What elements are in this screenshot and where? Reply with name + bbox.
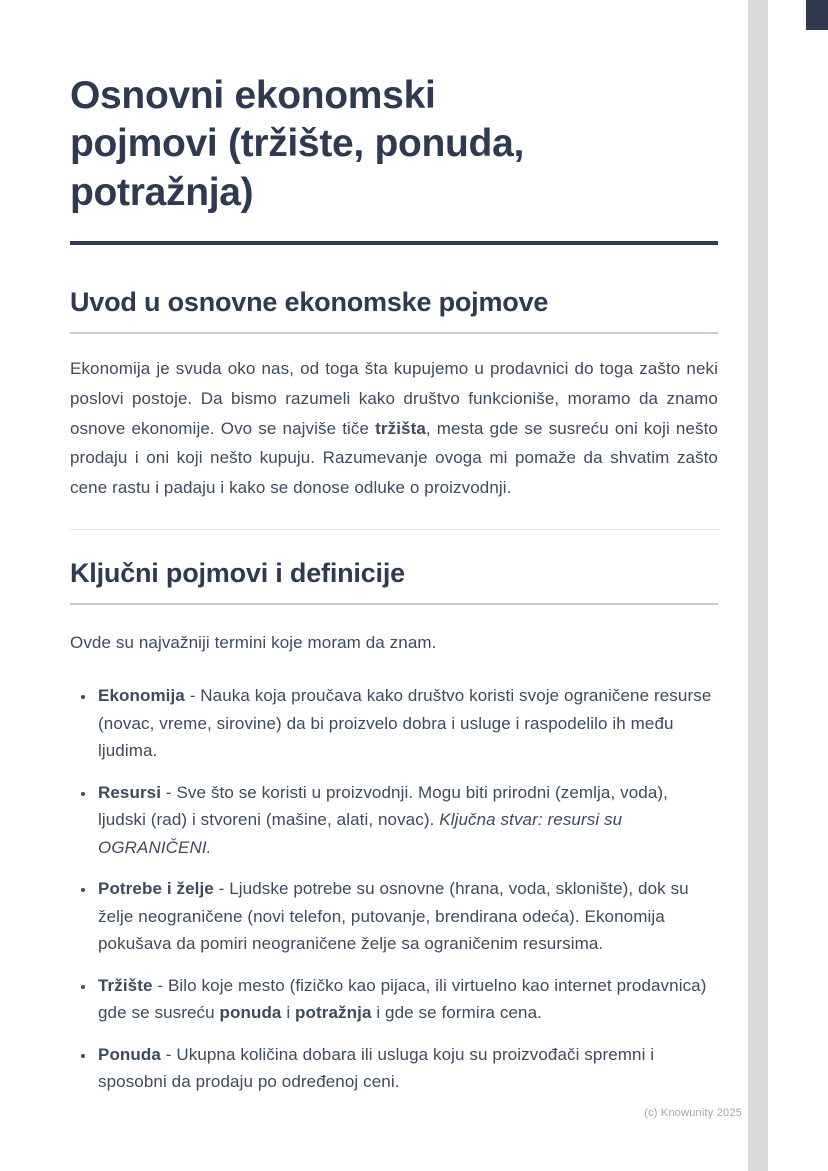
page-title [70,72,718,217]
corner-accent [806,0,828,30]
term-item-ekonomija: • Ekonomija - Nauka koja proučava kako društvo koristi svoje ograničene resurse (novac, vreme, sirovine) da bi proizvelo dobra i usluge i raspodelilo ih među ljudima. [96,682,718,765]
term-item-ponuda: • Ponuda - Ukupna količina dobara ili usluga koju su proizvođači spremni i sposobni da prodaju po određenoj ceni. [96,1041,718,1096]
section-terms [70,558,718,1096]
page-title-line-2: pojmovi (tržište, ponuda, [70,122,525,166]
term-item-potrebe-i-zelje: • Potrebe i želje - Ljudske potrebe su osnovne (hrana, voda, sklonište), dok su želje neograničene (novi telefon, putovanje, brendirana odeća). Ekonomija pokušava da pomiri neograničene želje sa ograničenim resursima. [96,875,718,958]
page-title-line-3: potražnja) [70,170,254,214]
terms-list [70,682,718,1096]
term-item-resursi: • Resursi - Sve što se koristi u proizvodnji. Mogu biti prirodni (zemlja, voda), ljudski (rad) i stvoreni (mašine, alati, novac). Ključna stvar: resursi su OGRANIČENI. [96,779,718,862]
terms-lead-text: Ovde su najvažniji termini koje moram da znam. [70,632,437,652]
term-item-trziste: • Tržište - Bilo koje mesto (fizičko kao pijaca, ili virtuelno kao internet prodavnica) gde se susreću ponuda i potražnja i gde se formira cena. [96,972,718,1027]
page-gutter [748,0,768,1171]
intro-paragraph: Ekonomija je svuda oko nas, od toga šta kupujemo u prodavnici do toga zašto neki poslovi postoje. Da bismo razumeli kako društvo funkcioniše, moramo da znamo osnove ekonomije. Ovo se najviše tiče tržišta, mesta gde se susreću oni koji nešto prodaju i oni koji nešto kupuju. Razumevanje ovoga mi pomaže da shvatim zašto cene rastu i padaju i kako se donose odluke o proizvodnji. [70,359,718,498]
intro-section-heading: Uvod u osnovne ekonomske pojmove [70,287,718,334]
title-divider-rule [70,241,718,245]
page-title-line-1: Osnovni ekonomski [70,74,436,117]
terms-section-heading: Ključni pojmovi i definicije [70,558,718,605]
footer-credit: (c) Knowunity 2025 [644,1107,742,1119]
section-intro [70,287,718,503]
section-divider [70,529,718,530]
